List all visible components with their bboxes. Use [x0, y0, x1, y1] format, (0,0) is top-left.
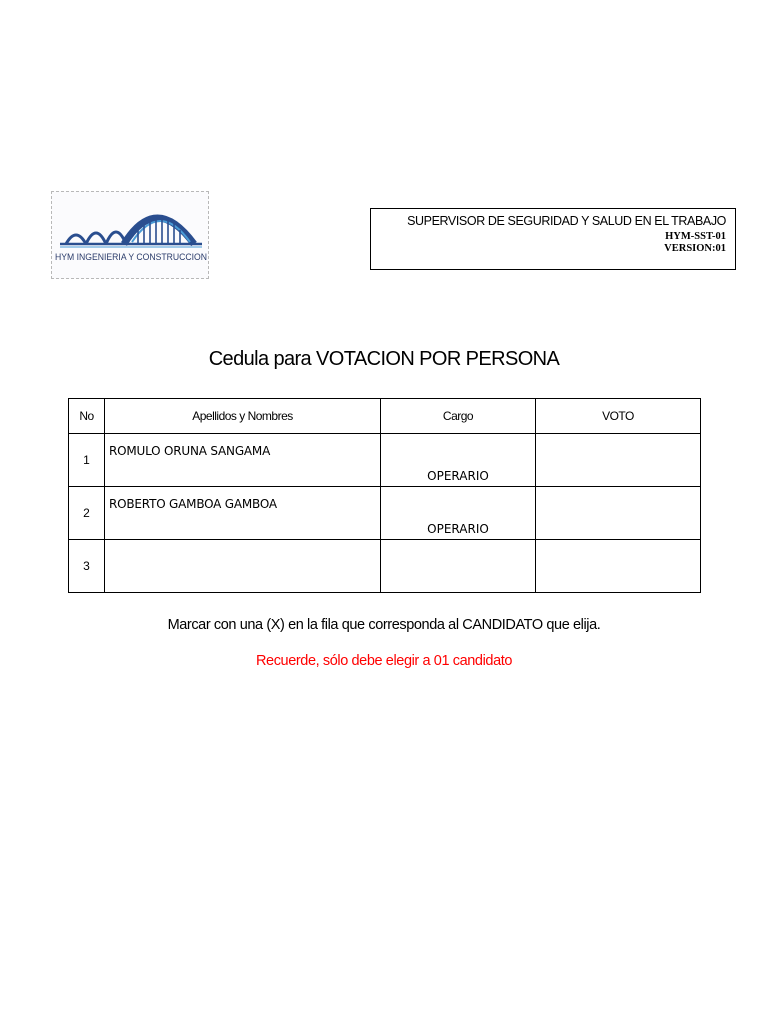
table-row	[69, 487, 701, 540]
header-cargo: Cargo	[381, 399, 536, 434]
candidate-name	[105, 540, 381, 593]
document-version: VERSION:01	[664, 243, 726, 254]
voting-instruction: Marcar con una (X) en la fila que corresponda al CANDIDATO que elija.	[167, 617, 601, 633]
vote-cell[interactable]	[536, 540, 701, 593]
header-no: No	[69, 399, 105, 434]
voting-table	[68, 398, 701, 593]
candidate-cargo: OPERARIO	[381, 487, 536, 540]
row-number: 2	[69, 487, 105, 540]
bridge-logo-icon	[52, 192, 210, 280]
table-row	[69, 434, 701, 487]
vote-cell[interactable]	[536, 434, 701, 487]
vote-cell[interactable]	[536, 487, 701, 540]
company-logo	[51, 191, 209, 279]
page-title: Cedula para VOTACION POR PERSONA	[208, 348, 560, 370]
table-header-row	[69, 399, 701, 434]
table-row	[69, 540, 701, 593]
candidate-name: ROMULO ORUNA SANGAMA	[105, 434, 381, 487]
voting-reminder: Recuerde, sólo debe elegir a 01 candidato	[255, 653, 513, 669]
candidate-name: ROBERTO GAMBOA GAMBOA	[105, 487, 381, 540]
svg-text:HYM INGENIERIA Y CONSTRUCCION: HYM INGENIERIA Y CONSTRUCCION	[55, 252, 208, 263]
candidate-cargo: OPERARIO	[381, 434, 536, 487]
candidate-cargo	[381, 540, 536, 593]
row-number: 1	[69, 434, 105, 487]
document-code: HYM-SST-01	[665, 231, 726, 242]
row-number: 3	[69, 540, 105, 593]
header-voto: VOTO	[536, 399, 701, 434]
header-title: SUPERVISOR DE SEGURIDAD Y SALUD EN EL TRABAJO	[407, 214, 726, 228]
document-header	[370, 208, 736, 270]
header-name: Apellidos y Nombres	[105, 399, 381, 434]
